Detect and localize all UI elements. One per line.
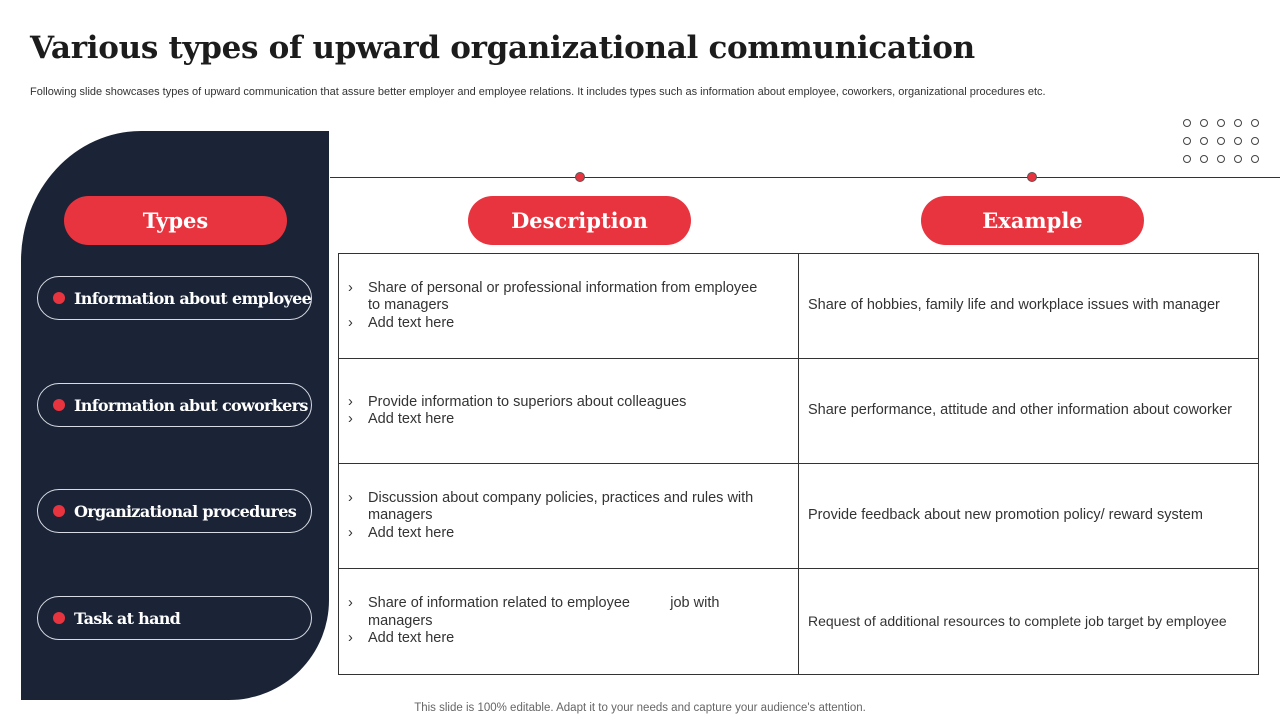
type-pill-task (37, 596, 312, 640)
chevron-right-icon: › (348, 393, 353, 410)
types-header: Types (64, 196, 287, 245)
description-header: Description (468, 196, 691, 245)
description-cell: › Share of personal or professional information from employee to managers › Add text here (339, 254, 799, 359)
type-label: Organizational procedures (74, 501, 297, 521)
type-pill-coworkers (37, 383, 312, 427)
description-cell: › Provide information to superiors about colleagues › Add text here (339, 359, 799, 464)
dot-grid-decoration (1183, 119, 1265, 163)
type-label: Information abut coworkers (74, 395, 308, 415)
chevron-right-icon: › (348, 595, 353, 612)
example-cell: Provide feedback about new promotion policy/ reward system (799, 464, 1258, 569)
slide-subtitle: Following slide showcases types of upward communication that assure better employer and employee relations. It includes types such as information about employee, coworkers, organizational procedures etc. (30, 86, 1046, 98)
footer-note: This slide is 100% editable. Adapt it to your needs and capture your audience's attention. (414, 702, 866, 714)
example-cell: Request of additional resources to complete job target by employee (808, 612, 1227, 629)
description-cell: › Discussion about company policies, practices and rules with managers › Add text here (339, 464, 799, 569)
type-label: Task at hand (74, 608, 181, 628)
example-marker (1027, 172, 1037, 182)
example-cell: Share of hobbies, family life and workplace issues with manager (799, 254, 1258, 359)
bullet-icon (53, 292, 65, 304)
type-pill-procedures (37, 489, 312, 533)
bullet-icon (53, 399, 65, 411)
content-table (338, 253, 1259, 675)
chevron-right-icon: › (348, 630, 353, 647)
type-pill-employee (37, 276, 312, 320)
bullet-icon (53, 612, 65, 624)
chevron-right-icon: › (348, 524, 353, 541)
example-header: Example (921, 196, 1144, 245)
slide-title: Various types of upward organizational communication (30, 30, 975, 66)
description-marker (575, 172, 585, 182)
chevron-right-icon: › (348, 489, 353, 506)
chevron-right-icon: › (348, 279, 353, 296)
description-cell: › Share of information related to employee job with managers › Add text here (339, 569, 799, 674)
example-cell: Share performance, attitude and other information about coworker (799, 359, 1258, 464)
header-divider-line (330, 177, 1280, 178)
chevron-right-icon: › (348, 314, 353, 331)
chevron-right-icon: › (348, 411, 353, 427)
type-label: Information about employee (74, 288, 312, 308)
bullet-icon (53, 505, 65, 517)
